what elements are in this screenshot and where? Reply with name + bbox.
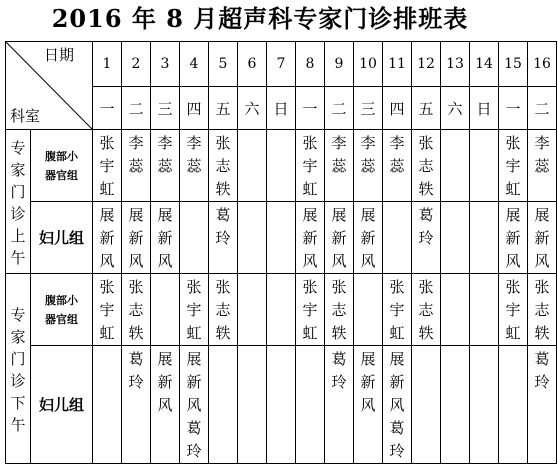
- schedule-cell: [238, 202, 267, 274]
- weekday-header-16: 二: [528, 87, 557, 130]
- weekday-header-7: 日: [267, 87, 296, 130]
- date-header-10: 10: [354, 42, 383, 87]
- schedule-cell: 张 志 轶: [412, 130, 441, 202]
- date-header-8: 8: [296, 42, 325, 87]
- schedule-cell: [412, 346, 441, 464]
- schedule-cell: 展 新 风: [122, 202, 151, 274]
- weekday-header-11: 四: [383, 87, 412, 130]
- weekday-header-10: 三: [354, 87, 383, 130]
- dept-label: 腹部小 器官组: [31, 130, 93, 202]
- schedule-cell: 张 宇 虹: [499, 274, 528, 346]
- schedule-cell: 张 志 轶: [412, 274, 441, 346]
- schedule-cell: [499, 346, 528, 464]
- schedule-cell: 展 新 风 葛 玲: [180, 346, 209, 464]
- schedule-cell: 展 新 风 葛 玲: [383, 346, 412, 464]
- weekday-header-13: 六: [441, 87, 470, 130]
- schedule-cell: [470, 274, 499, 346]
- schedule-cell: 李 蕊: [122, 130, 151, 202]
- schedule-cell: 展 新 风: [354, 346, 383, 464]
- schedule-cell: [238, 346, 267, 464]
- schedule-cell: 展 新 风: [528, 202, 557, 274]
- schedule-cell: 张 宇 虹: [296, 274, 325, 346]
- date-header-1: 1: [93, 42, 122, 87]
- weekday-header-6: 六: [238, 87, 267, 130]
- table-row: [6, 346, 557, 464]
- date-header-7: 7: [267, 42, 296, 87]
- weekday-header-9: 二: [325, 87, 354, 130]
- schedule-cell: 李 蕊: [151, 130, 180, 202]
- schedule-cell: 葛 玲: [412, 202, 441, 274]
- schedule-cell: 展 新 风: [93, 202, 122, 274]
- schedule-cell: [151, 274, 180, 346]
- schedule-cell: 展 新 风: [151, 346, 180, 464]
- date-header-11: 11: [383, 42, 412, 87]
- date-header-13: 13: [441, 42, 470, 87]
- schedule-cell: [470, 130, 499, 202]
- dept-label: 妇儿组: [31, 346, 93, 464]
- schedule-cell: [267, 130, 296, 202]
- schedule-cell: 张 宇 虹: [93, 274, 122, 346]
- schedule-cell: [93, 346, 122, 464]
- date-header-15: 15: [499, 42, 528, 87]
- date-header-6: 6: [238, 42, 267, 87]
- schedule-cell: 李 蕊: [354, 130, 383, 202]
- table-row: [6, 274, 557, 346]
- table-row: [6, 130, 557, 202]
- date-header-9: 9: [325, 42, 354, 87]
- session-label: 专 家 门 诊 下 午: [6, 274, 31, 464]
- schedule-cell: [209, 346, 238, 464]
- schedule-cell: 张 宇 虹: [180, 274, 209, 346]
- schedule-cell: [267, 202, 296, 274]
- schedule-cell: 张 宇 虹: [383, 274, 412, 346]
- session-label: 专 家 门 诊 上 午: [6, 130, 31, 274]
- schedule-cell: 李 蕊: [528, 130, 557, 202]
- dept-label: 妇儿组: [31, 202, 93, 274]
- schedule-cell: [296, 346, 325, 464]
- date-header-2: 2: [122, 42, 151, 87]
- schedule-cell: 李 蕊: [383, 130, 412, 202]
- schedule-cell: [383, 202, 412, 274]
- schedule-cell: 张 志 轶: [209, 130, 238, 202]
- date-header-3: 3: [151, 42, 180, 87]
- schedule-cell: 展 新 风: [151, 202, 180, 274]
- weekday-header-3: 三: [151, 87, 180, 130]
- table-row: [6, 202, 557, 274]
- schedule-cell: [267, 274, 296, 346]
- schedule-cell: [441, 346, 470, 464]
- date-header-4: 4: [180, 42, 209, 87]
- weekday-header-8: 一: [296, 87, 325, 130]
- schedule-cell: [470, 202, 499, 274]
- schedule-cell: [267, 346, 296, 464]
- schedule-cell: 张 志 轶: [122, 274, 151, 346]
- weekday-header-14: 日: [470, 87, 499, 130]
- schedule-cell: [441, 274, 470, 346]
- schedule-cell: [354, 274, 383, 346]
- weekday-header-1: 一: [93, 87, 122, 130]
- schedule-cell: [470, 346, 499, 464]
- page-title: 2016 年 8 月超声科专家门诊排班表: [51, 4, 469, 33]
- weekday-header-2: 二: [122, 87, 151, 130]
- schedule-cell: [238, 274, 267, 346]
- schedule-cell: 展 新 风: [325, 202, 354, 274]
- schedule-cell: 葛 玲: [122, 346, 151, 464]
- weekday-header-4: 四: [180, 87, 209, 130]
- schedule-cell: 张 志 轶: [528, 274, 557, 346]
- schedule-cell: 张 宇 虹: [296, 130, 325, 202]
- schedule-cell: 张 宇 虹: [499, 130, 528, 202]
- weekday-header-5: 五: [209, 87, 238, 130]
- weekday-header-15: 一: [499, 87, 528, 130]
- date-header-16: 16: [528, 42, 557, 87]
- schedule-cell: [180, 202, 209, 274]
- schedule-cell: [441, 130, 470, 202]
- schedule-cell: 展 新 风: [296, 202, 325, 274]
- schedule-cell: 张 宇 虹: [93, 130, 122, 202]
- schedule-cell: 葛 玲: [528, 346, 557, 464]
- weekday-header-12: 五: [412, 87, 441, 130]
- schedule-table: [5, 41, 557, 464]
- corner-dept-label: 科室: [10, 107, 41, 125]
- schedule-cell: 葛 玲: [325, 346, 354, 464]
- schedule-cell: 李 蕊: [325, 130, 354, 202]
- schedule-cell: 展 新 风: [354, 202, 383, 274]
- date-header-5: 5: [209, 42, 238, 87]
- dept-label: 腹部小 器官组: [31, 274, 93, 346]
- schedule-cell: 葛 玲: [209, 202, 238, 274]
- corner-date-label: 日期: [43, 46, 74, 64]
- schedule-cell: [238, 130, 267, 202]
- corner-cell: [6, 42, 93, 130]
- date-row: [6, 42, 557, 87]
- date-header-14: 14: [470, 42, 499, 87]
- date-header-12: 12: [412, 42, 441, 87]
- schedule-cell: 张 志 轶: [325, 274, 354, 346]
- schedule-cell: 李 蕊: [180, 130, 209, 202]
- schedule-cell: 张 志 轶: [209, 274, 238, 346]
- schedule-cell: 展 新 风: [499, 202, 528, 274]
- schedule-cell: [441, 202, 470, 274]
